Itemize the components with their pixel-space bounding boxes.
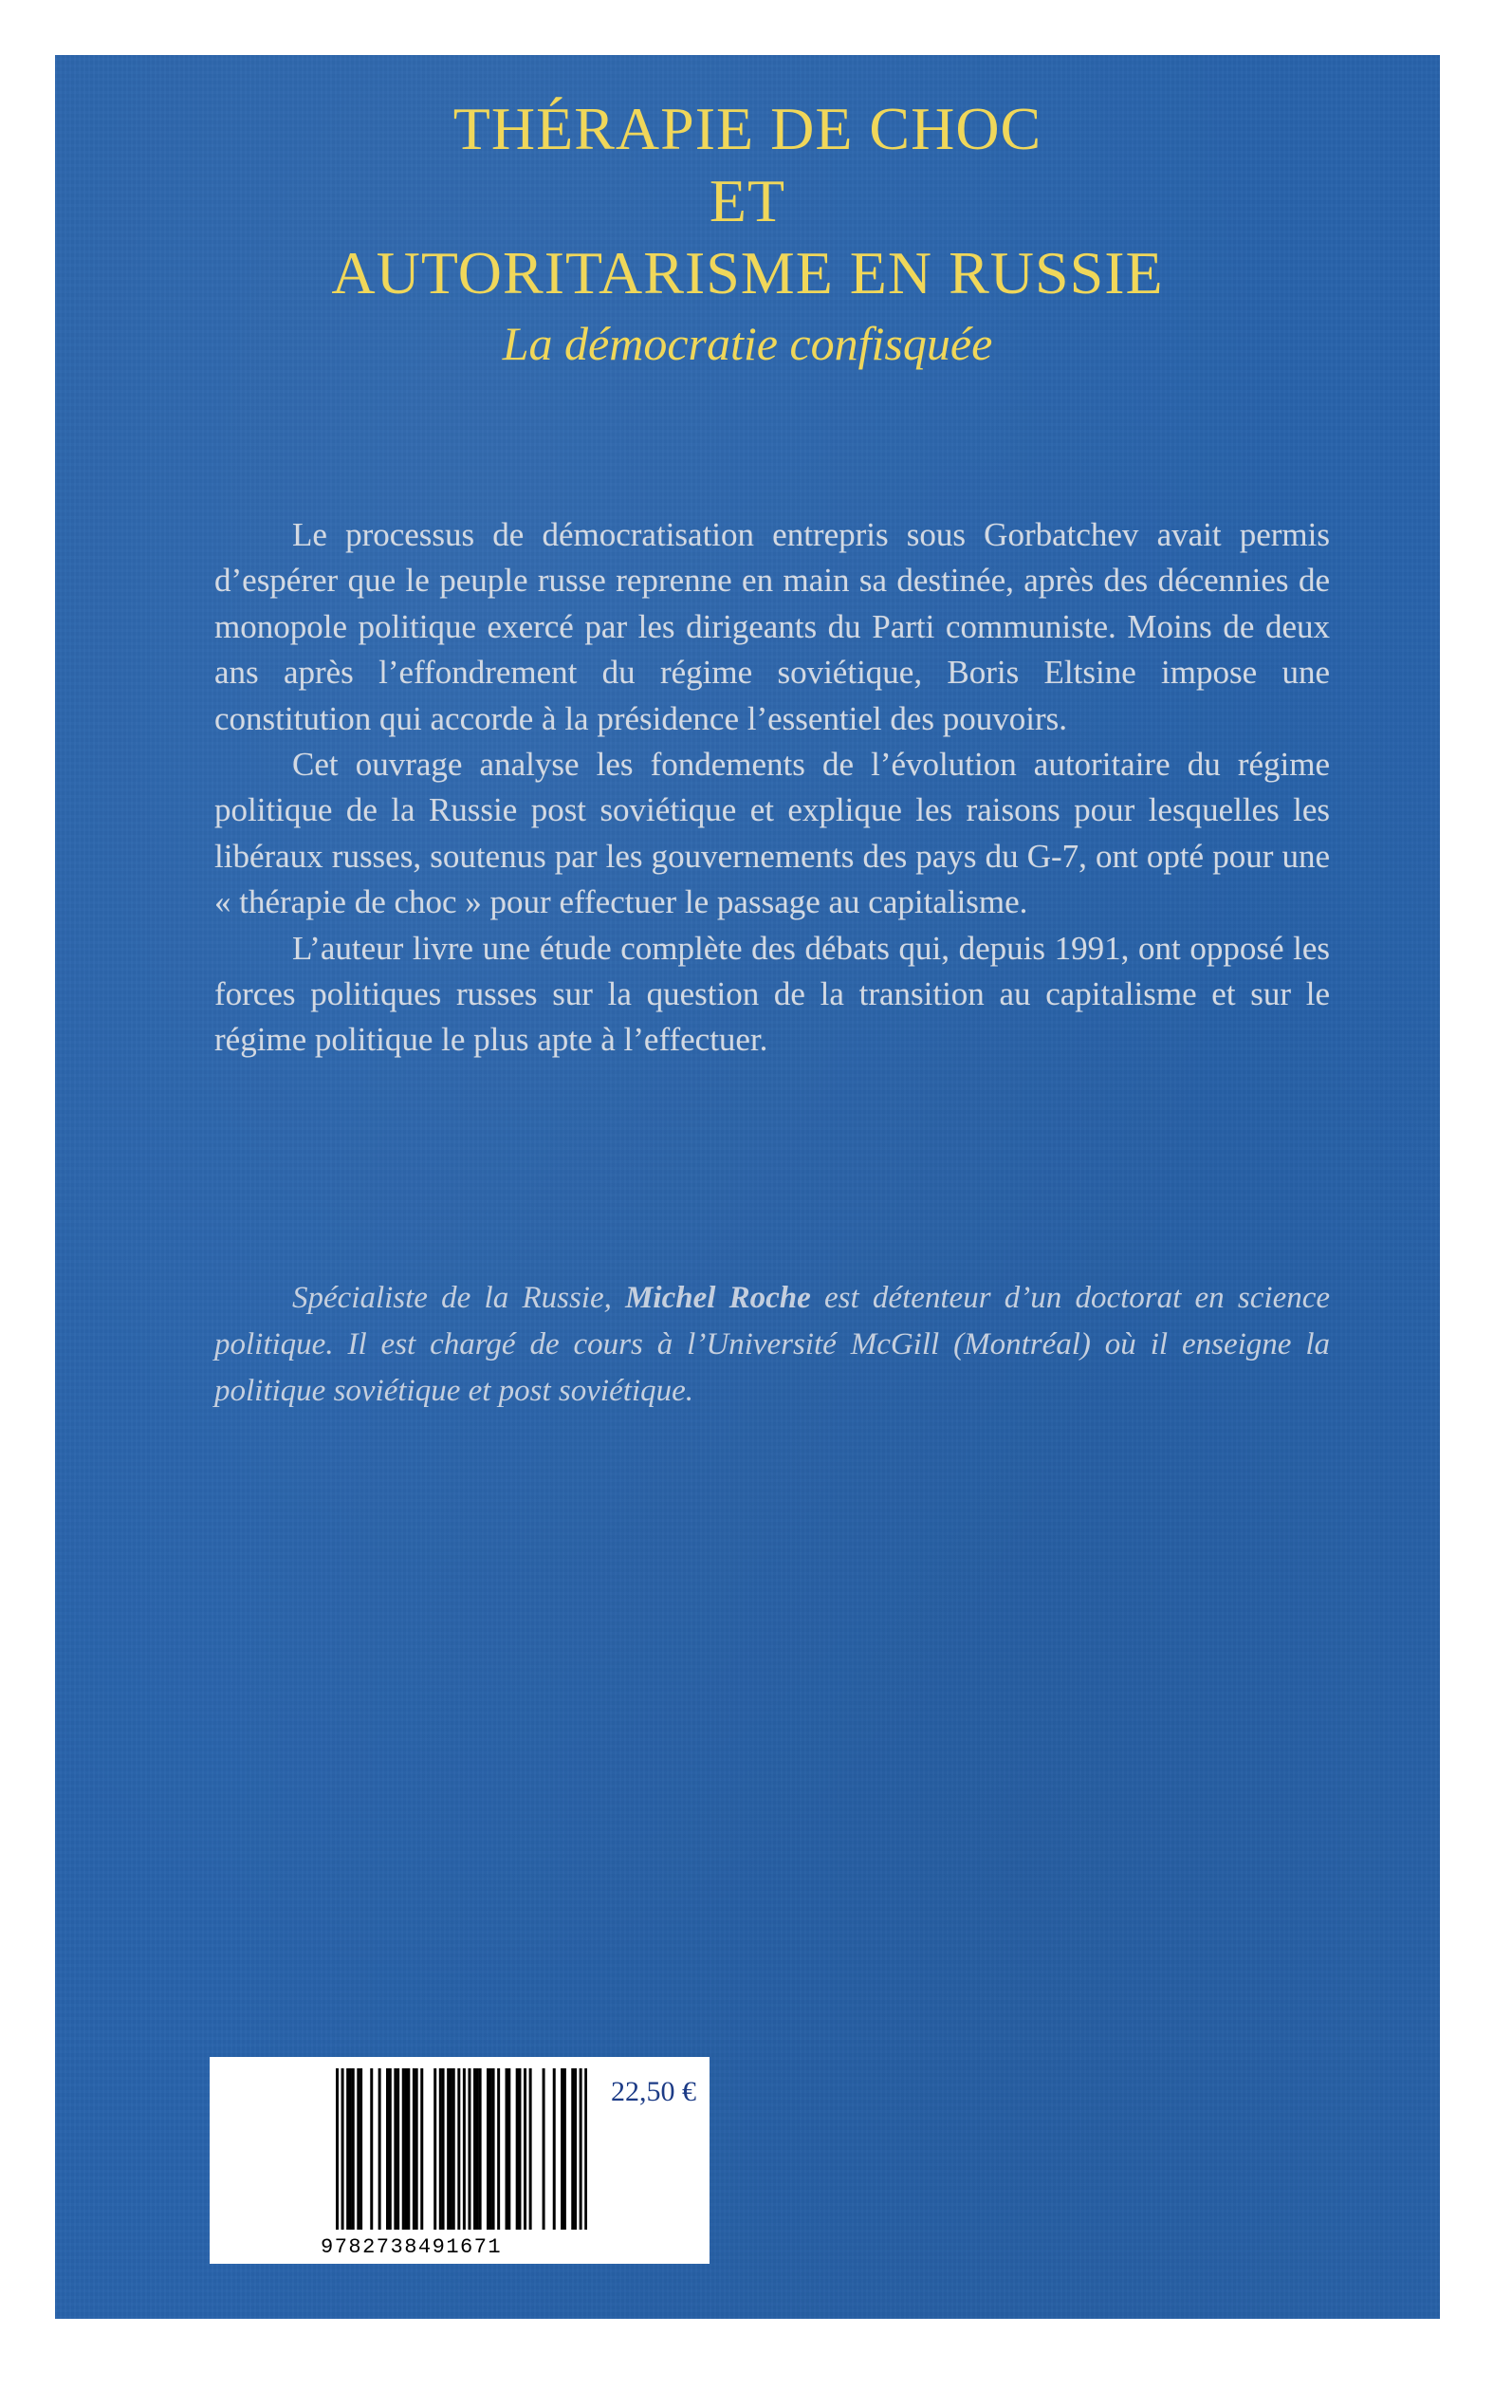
barcode-bar — [349, 2068, 352, 2230]
barcode-bar — [346, 2068, 349, 2230]
author-bio-rest: est détenteur d’un doctorat en science politique. Il est chargé de cours à l’Université McGill (Montréal) où il enseigne la politique soviétique et post soviétique. — [214, 1281, 1331, 1408]
barcode-bar — [476, 2068, 479, 2230]
barcode-bar — [405, 2068, 408, 2230]
barcode-bar — [574, 2068, 577, 2230]
barcode-bar — [407, 2068, 410, 2230]
barcode-bar — [415, 2068, 418, 2230]
price-label: 22,50 € — [611, 2076, 696, 2107]
author-name: Michel Roche — [625, 1281, 811, 1315]
barcode-bar — [553, 2068, 556, 2230]
barcode-bar — [489, 2068, 492, 2230]
barcode-bar — [516, 2068, 519, 2230]
back-cover — [55, 55, 1440, 2319]
barcode-bar — [479, 2068, 482, 2230]
barcode-bar — [487, 2068, 489, 2230]
barcode-bar — [518, 2068, 521, 2230]
barcode-bar — [389, 2068, 392, 2230]
barcode-bar — [420, 2068, 423, 2230]
barcode-bar — [524, 2068, 526, 2230]
title-line-2: ET — [709, 167, 786, 234]
summary-paragraph-1: Le processus de démocratisation entrepris sous Gorbatchev avait permis d’espérer que le peuple russe reprenne en main sa destinée, après des décennies de monopole politique exercé par les dirigeants du Parti communiste. Moins de deux ans après l’effondrement du régime soviétique, Boris Eltsine impose une constitution qui accorde à la présidence l’essentiel des pouvoirs. — [214, 516, 1330, 737]
barcode-bar — [543, 2068, 545, 2230]
barcode-bar — [497, 2068, 500, 2230]
barcode-bar — [433, 2068, 436, 2230]
summary-paragraph-3: L’auteur livre une étude complète des débats qui, depuis 1991, ont opposé les forces politiques russes sur la question de la transition au capitalisme et sur le régime politique le plus apte à l’effectuer. — [214, 929, 1330, 1059]
barcode-bar — [447, 2068, 450, 2230]
barcode-bar — [561, 2068, 563, 2230]
barcode-bar — [357, 2068, 360, 2230]
barcode-bar — [352, 2068, 355, 2230]
barcode-bar — [396, 2068, 399, 2230]
barcode-bar — [457, 2068, 460, 2230]
barcode-bar — [370, 2068, 373, 2230]
barcode-bar — [439, 2068, 442, 2230]
author-bio-intro: Spécialiste de la Russie, — [292, 1281, 626, 1315]
barcode-bar — [341, 2068, 344, 2230]
barcode-bar — [506, 2068, 508, 2230]
barcode-bar — [468, 2068, 470, 2230]
author-bio — [214, 1275, 1330, 1415]
isbn-number: 9782738491671 — [321, 2235, 503, 2259]
barcode-bars — [336, 2068, 587, 2230]
barcode-bar — [442, 2068, 445, 2230]
barcode-bar — [386, 2068, 389, 2230]
barcode-bar — [563, 2068, 566, 2230]
barcode-bar — [360, 2068, 362, 2230]
barcode-bar — [452, 2068, 455, 2230]
barcode-bar — [584, 2068, 587, 2230]
barcode-bar — [473, 2068, 476, 2230]
summary-text — [214, 512, 1330, 1064]
barcode-bar — [402, 2068, 405, 2230]
barcode-bar — [529, 2068, 532, 2230]
title-block — [55, 93, 1440, 374]
barcode-bar — [571, 2068, 574, 2230]
title-line-1: THÉRAPIE DE CHOC — [452, 95, 1042, 162]
barcode-bar — [394, 2068, 396, 2230]
barcode-bar — [463, 2068, 466, 2230]
barcode-bar — [413, 2068, 415, 2230]
barcode-bar — [378, 2068, 381, 2230]
barcode-bar — [507, 2068, 510, 2230]
barcode-box — [210, 2057, 710, 2264]
barcode-bar — [580, 2068, 582, 2230]
subtitle: La démocratie confisquée — [502, 317, 993, 370]
barcode-bar — [492, 2068, 495, 2230]
summary-paragraph-2: Cet ouvrage analyse les fondements de l’évolution autoritaire du régime politique de la Russie post soviétique et explique les raisons pour lesquelles les libéraux russes, soutenus par les gouvernements des pays du G-7, ont opté pour une « thérapie de choc » pour effectuer le passage au capitalisme. — [214, 746, 1330, 921]
barcode-bar — [450, 2068, 452, 2230]
barcode-bar — [336, 2068, 339, 2230]
title-line-3: AUTORITARISME EN RUSSIE — [331, 239, 1164, 306]
